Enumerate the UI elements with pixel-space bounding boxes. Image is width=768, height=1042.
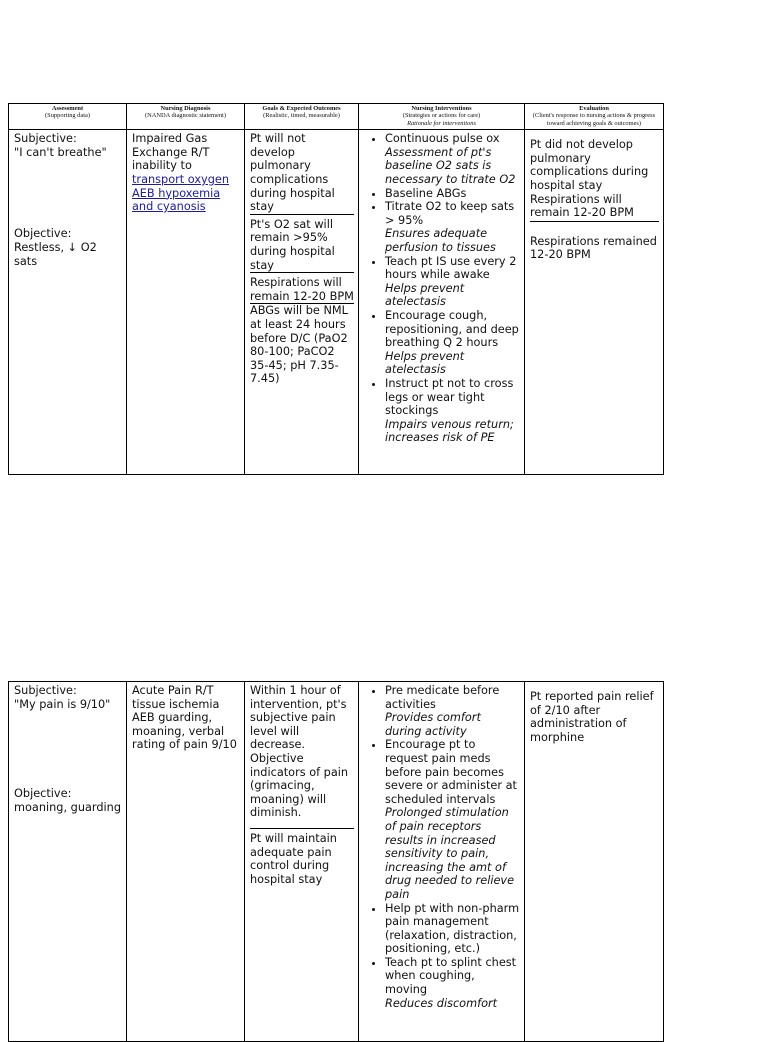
diagnosis-text: Acute Pain R/T tissue ischemia AEB guarding, moaning, verbal rating of pain 9/10: [132, 684, 237, 752]
diagnosis-cell: [127, 130, 245, 475]
intervention-item: • Encourage pt to request pain meds before pain becomes severe or administer at scheduled intervals Prolonged stimulation of pain receptors results in increased sensitivity to pain, increasing the amt of drug needed to relieve pain: [385, 738, 520, 901]
diagnosis-link[interactable]: transport oxygen AEB hypoxemia and cyanosis: [132, 173, 230, 214]
interventions-cell: [359, 682, 525, 1042]
rationale-text: Prolonged stimulation of pain receptors results in increased sensitivity to pain, increasing the amt of drug needed to relieve pain: [385, 806, 515, 901]
intervention-item: • Encourage cough, repositioning, and deep breathing Q 2 hours Helps prevent atelectasis: [385, 309, 520, 377]
rationale-text: Ensures adequate perfusion to tissues: [385, 227, 496, 254]
header-nursing-diagnosis: Nursing Diagnosis (NANDA diagnostic statement): [127, 104, 245, 130]
intervention-item: • Baseline ABGs: [385, 187, 520, 201]
goal-item: Respirations will remain 12-20 BPM: [250, 276, 354, 303]
care-row-gas-exchange: [9, 130, 664, 475]
goal-item: Pt's O2 sat will remain >95% during hospital stay: [250, 218, 354, 273]
rationale-text: Provides comfort during activity: [385, 711, 481, 738]
subjective-text: "My pain is 9/10": [14, 697, 111, 711]
diagnosis-text: Impaired Gas Exchange R/T inability to: [132, 132, 210, 173]
interventions-cell: [359, 130, 525, 475]
intervention-item: • Teach pt IS use every 2 hours while awake Helps prevent atelectasis: [385, 255, 520, 309]
interventions-list: [364, 132, 520, 445]
objective-label: Objective:: [14, 787, 72, 801]
intervention-item: • Teach pt to splint chest when coughing, moving Reduces discomfort: [385, 956, 520, 1010]
goal-item: ABGs will be NML at least 24 hours before D/C (PaO2 80-100; PaCO2 35-45; pH 7.35-7.45): [250, 304, 348, 386]
evaluation-text: Pt reported pain relief of 2/10 after administration of morphine: [530, 690, 654, 744]
goal-item: Pt will maintain adequate pain control during hospital stay: [250, 828, 354, 886]
care-row-acute-pain: [9, 682, 664, 1042]
diagnosis-cell: [127, 682, 245, 1042]
objective-label: Objective:: [14, 227, 72, 241]
evaluation-cell: [525, 130, 664, 475]
assessment-cell: [9, 130, 127, 475]
header-evaluation: Evaluation (Client's response to nursing actions & progress toward achieving goals & outcomes): [525, 104, 664, 130]
goals-cell: [245, 130, 359, 475]
rationale-text: Helps prevent atelectasis: [385, 349, 465, 377]
interventions-list: [364, 684, 520, 1010]
rationale-text: Assessment of pt's baseline O2 sats is necessary to titrate O2: [385, 145, 516, 186]
intervention-item: • Continuous pulse ox Assessment of pt's baseline O2 sats is necessary to titrate O2: [385, 132, 520, 186]
intervention-item: • Pre medicate before activities Provides comfort during activity: [385, 684, 520, 738]
objective-text: moaning, guarding: [14, 800, 121, 814]
evaluation-cell: [525, 682, 664, 1042]
goals-cell: [245, 682, 359, 1042]
rationale-text: Impairs venous return; increases risk of PE: [385, 417, 514, 445]
header-assessment: Assessment (Supporting data): [9, 104, 127, 130]
evaluation-text: Pt did not develop pulmonary complications during hospital stay Respirations will remain 12-20 BPM: [530, 138, 659, 222]
assessment-cell: [9, 682, 127, 1042]
evaluation-text: Respirations remained 12-20 BPM: [530, 234, 657, 262]
care-plan-table-gas-exchange: [8, 103, 664, 475]
subjective-text: "I can't breathe": [14, 145, 107, 159]
header-goals: Goals & Expected Outcomes (Realistic, timed, measurable): [245, 104, 359, 130]
rationale-text: Helps prevent atelectasis: [385, 281, 465, 309]
care-plan-table-acute-pain: [8, 681, 664, 1042]
rationale-text: Reduces discomfort: [385, 996, 498, 1010]
subjective-label: Subjective:: [14, 684, 77, 697]
objective-text: Restless, ↓ O2 sats: [14, 241, 97, 268]
subjective-label: Subjective:: [14, 132, 77, 146]
header-interventions: Nursing Interventions (Strategies or actions for care) Rationale for interventions: [359, 104, 525, 130]
goal-item: Pt will not develop pulmonary complications during hospital stay: [250, 132, 354, 215]
intervention-item: • Instruct pt not to cross legs or wear tight stockings Impairs venous return; increases risk of PE: [385, 377, 520, 445]
header-row: [9, 104, 664, 130]
goal-item: Within 1 hour of intervention, pt's subjective pain level will decrease. Objective indicators of pain (grimacing, moaning) will diminish.: [250, 684, 349, 820]
intervention-item: • Titrate O2 to keep sats > 95% Ensures adequate perfusion to tissues: [385, 200, 520, 254]
intervention-item: • Help pt with non-pharm pain management (relaxation, distraction, positioning, etc.): [385, 902, 520, 956]
